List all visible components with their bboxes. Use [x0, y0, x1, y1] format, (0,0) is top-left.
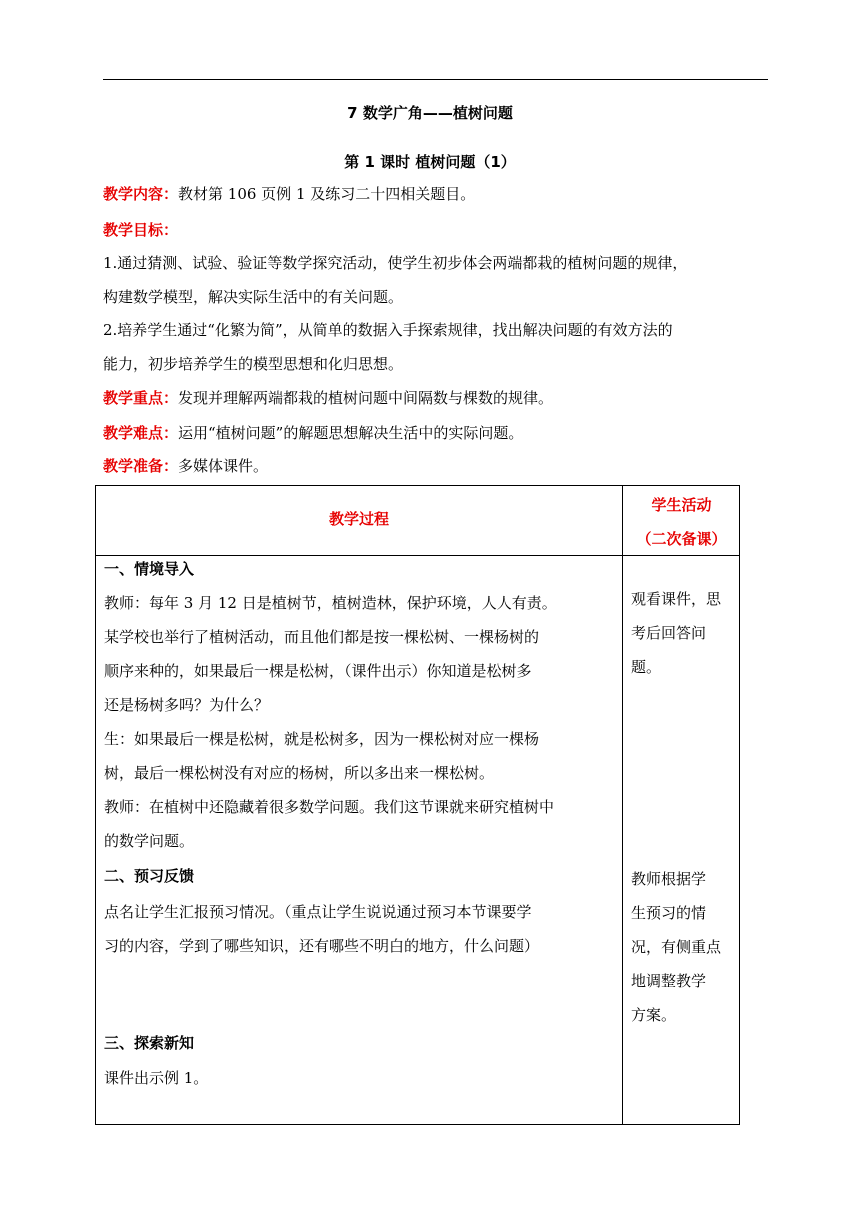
goal2-line2: 能力，初步培养学生的模型思想和化归思想。 — [103, 355, 404, 373]
lesson-process-table — [95, 485, 740, 1125]
teaching-goals-label: 教学目标： — [103, 221, 179, 239]
section-3-body — [104, 1061, 208, 1095]
goal2-line1: 2.培养学生通过“化繁为简”，从简单的数据入手探索规律，找出解决问题的有效方法的 — [103, 321, 673, 339]
difficulty-text: 运用“植树问题”的解题思想解决生活中的实际问题。 — [178, 424, 524, 442]
s1-line: 教师：在植树中还隐藏着很多数学问题。我们这节课就来研究植树中 — [104, 798, 555, 816]
section-3-title: 三、探索新知 — [104, 1034, 195, 1052]
section-1-body — [104, 586, 557, 858]
column-divider — [622, 486, 623, 1124]
s1-line: 的数学问题。 — [104, 832, 195, 850]
s1-line: 还是杨树多吗？为什么？ — [104, 696, 270, 714]
s1-line: 教师：每年 3 月 12 日是植树节，植树造林，保护环境，人人有责。 — [104, 594, 557, 612]
difficulty-line — [103, 423, 783, 443]
s1-line: 树，最后一棵松树没有对应的杨树，所以多出来一棵松树。 — [104, 764, 495, 782]
header-activity-line2: （二次备课） — [636, 530, 727, 548]
header-activity-line1: 学生活动 — [651, 496, 712, 514]
header-teaching-process: 教学过程 — [328, 510, 389, 528]
chapter-title: 7 数学广角——植树问题 — [347, 104, 513, 122]
side1-line: 观看课件，思 — [631, 590, 722, 608]
goal1-line2: 构建数学模型，解决实际生活中的有关问题。 — [103, 288, 404, 306]
s2-line: 习的内容，学到了哪些知识，还有哪些不明白的地方，什么问题） — [104, 937, 540, 955]
teaching-content-line — [103, 184, 783, 204]
top-rule — [103, 79, 768, 80]
s1-line: 某学校也举行了植树活动，而且他们都是按一棵松树、一棵杨树的 — [104, 628, 540, 646]
key-point-label: 教学重点： — [103, 389, 179, 407]
side-note-2 — [631, 862, 721, 1032]
side1-line: 题。 — [631, 658, 662, 676]
key-point-line — [103, 388, 783, 408]
s2-line: 点名让学生汇报预习情况。（重点让学生说说通过预习本节课要学 — [104, 903, 532, 921]
section-2-body — [104, 895, 539, 963]
difficulty-label: 教学难点： — [103, 424, 179, 442]
side2-line: 地调整教学 — [631, 972, 707, 990]
side2-line: 况，有侧重点 — [631, 938, 722, 956]
section-1-title: 一、情境导入 — [104, 560, 195, 578]
section-2-title: 二、预习反馈 — [104, 867, 195, 885]
side2-line: 教师根据学 — [631, 870, 707, 888]
header-student-activity — [623, 488, 740, 556]
preparation-label: 教学准备： — [103, 457, 179, 475]
side2-line: 生预习的情 — [631, 904, 707, 922]
lesson-title: 第 1 课时 植树问题（1） — [344, 153, 516, 171]
teaching-goals-line — [103, 220, 783, 240]
goal1-line1: 1.通过猜测、试验、验证等数学探究活动，使学生初步体会两端都栽的植树问题的规律， — [103, 254, 688, 272]
side-note-1 — [631, 582, 721, 684]
side2-line: 方案。 — [631, 1006, 677, 1024]
preparation-text: 多媒体课件。 — [178, 457, 269, 475]
teaching-content-text: 教材第 106 页例 1 及练习二十四相关题目。 — [178, 185, 476, 203]
s1-line: 顺序来种的，如果最后一棵是松树，（课件出示）你知道是松树多 — [104, 662, 532, 680]
preparation-line — [103, 456, 783, 476]
side1-line: 考后回答问 — [631, 624, 707, 642]
key-point-text: 发现并理解两端都栽的植树问题中间隔数与棵数的规律。 — [178, 389, 554, 407]
s3-line: 课件出示例 1。 — [104, 1069, 209, 1087]
s1-line: 生：如果最后一棵是松树，就是松树多，因为一棵松树对应一棵杨 — [104, 730, 540, 748]
teaching-content-label: 教学内容： — [103, 185, 179, 203]
